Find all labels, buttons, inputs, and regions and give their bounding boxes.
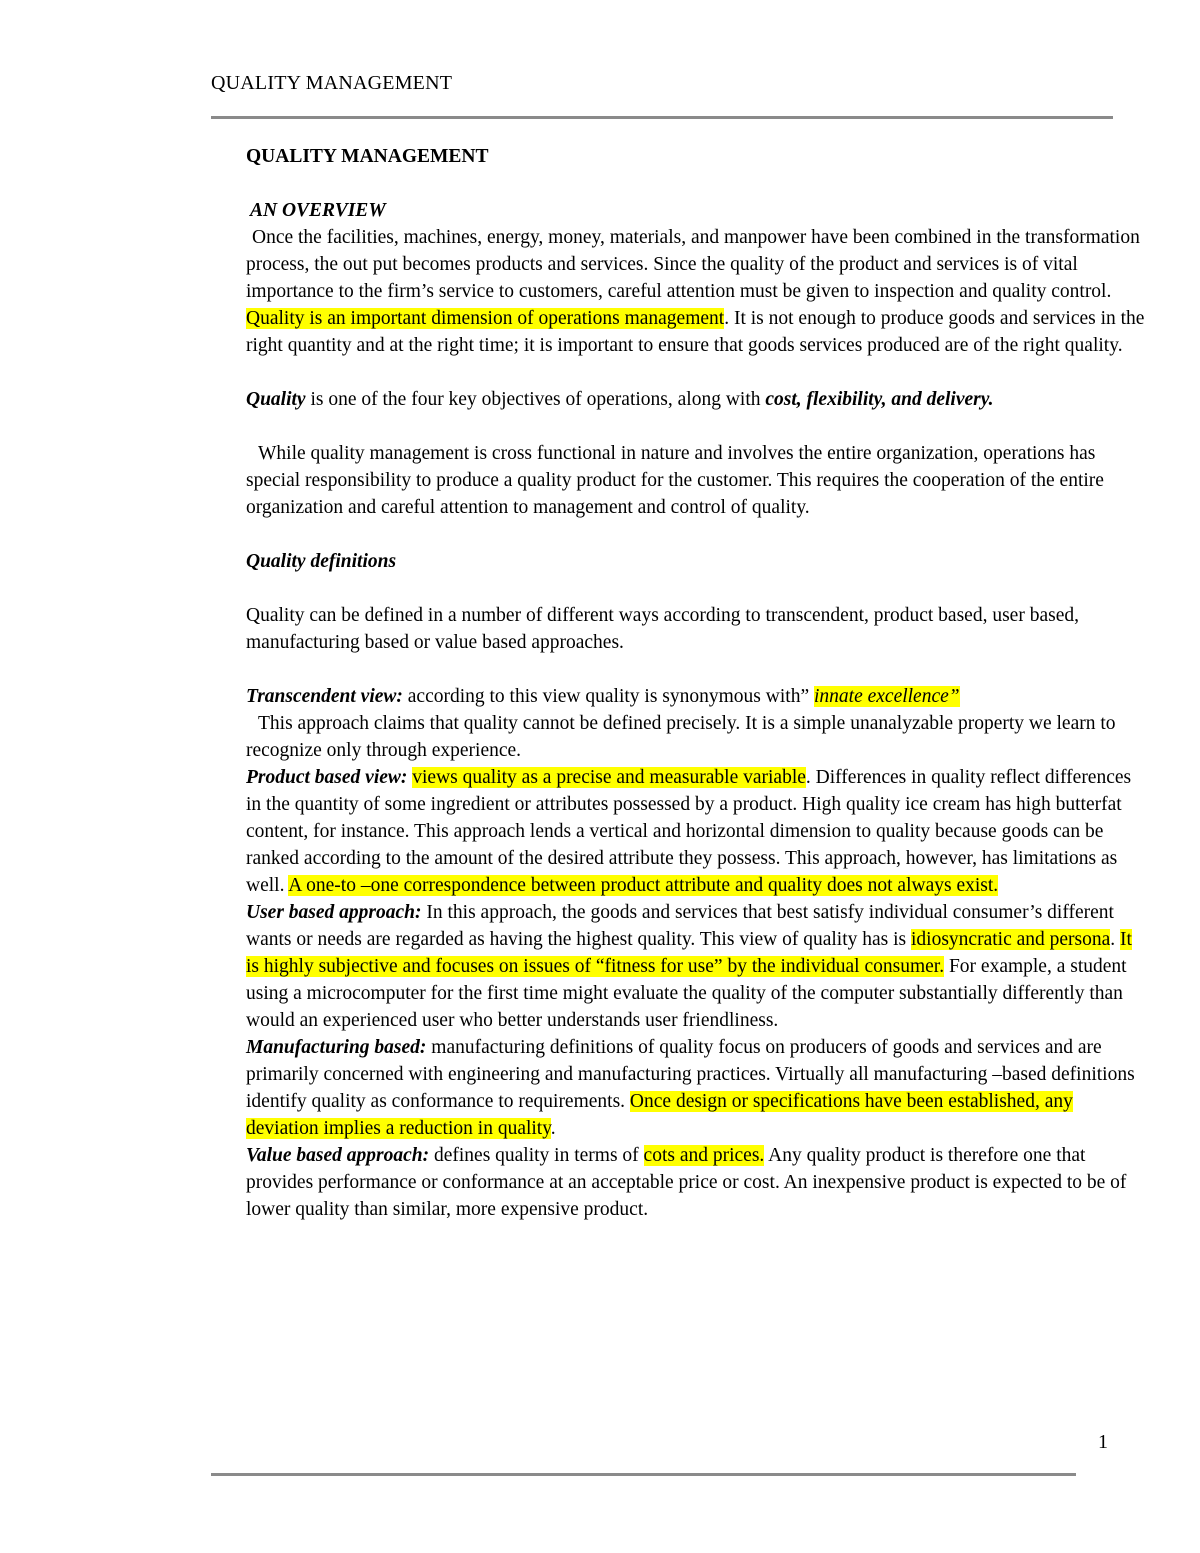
transcendent-text-a: according to this view quality is synonymous with”: [402, 686, 814, 707]
transcendent-label: Transcendent view:: [246, 686, 403, 707]
objectives-lead: Quality: [246, 389, 306, 410]
user-text-a: In this approach, the goods and services that best satisfy individual consumer’s different wants or needs are regarded as having the highest quality. This view of quality has is: [246, 902, 1114, 950]
user-text-c: For example, a student using a microcomputer for the first time might evaluate the quality of the computer substantially differently than would an experienced user who better understands user friendliness.: [246, 956, 1127, 1031]
definitions-intro: Quality can be defined in a number of different ways according to transcendent, product based, user based, manufacturing based or value based approaches.: [246, 605, 1079, 653]
user-highlight-1: idiosyncratic and persona: [911, 929, 1111, 950]
transcendent-view: [246, 683, 1146, 764]
value-based-approach: [246, 1142, 1146, 1223]
value-highlight: cots and prices.: [643, 1145, 765, 1166]
overview-highlight: Quality is an important dimension of operations management: [246, 308, 725, 329]
objectives-text: is one of the four key objectives of operations, along with: [305, 389, 766, 410]
product-highlight-1: views quality as a precise and measurable variable: [412, 767, 806, 788]
cross-functional-paragraph: While quality management is cross functional in nature and involves the entire organization, operations has special responsibility to produce a quality product for the customer. This requires the cooperation of the entire organization and careful attention to management and control of quality.: [246, 443, 1104, 518]
value-text-b: Any quality product is therefore one that provides performance or conformance at an acceptable price or cost. An inexpensive product is expected to be of lower quality than similar, more expensive product.: [246, 1145, 1127, 1220]
objectives-bold: cost, flexibility, and delivery.: [765, 389, 994, 410]
user-text-b: .: [1110, 929, 1121, 950]
overview-text-a: Once the facilities, machines, energy, money, materials, and manpower have been combined in the transformation process, the out put becomes products and services. Since the quality of the product and services is of vital importance to the firm’s service to customers, careful attention must be given to inspection and quality control.: [246, 227, 1140, 302]
document-title: QUALITY MANAGEMENT: [246, 146, 489, 167]
manufacturing-text-a: manufacturing definitions of quality focus on producers of goods and services and are primarily concerned with engineering and manufacturing practices. Virtually all manufacturing –based definitions identify quality as conformance to requirements.: [246, 1037, 1135, 1112]
running-header: QUALITY MANAGEMENT: [211, 72, 453, 94]
overview-text-b: . It is not enough to produce goods and services in the right quantity and at the right time; it is important to ensure that goods services produced are of the right quality.: [246, 308, 1145, 356]
manufacturing-label: Manufacturing based:: [246, 1037, 427, 1058]
objectives-paragraph: [246, 386, 1146, 413]
product-based-view: [246, 764, 1146, 899]
manufacturing-text-b: .: [550, 1118, 556, 1139]
overview-heading: AN OVERVIEW: [250, 200, 386, 221]
overview-paragraph: [246, 224, 1146, 359]
transcendent-highlight: innate excellence”: [813, 686, 960, 707]
product-highlight-2: A one-to –one correspondence between product attribute and quality does not always exist.: [288, 875, 999, 896]
user-label: User based approach:: [246, 902, 422, 923]
footer-rule: [211, 1473, 1076, 1476]
definitions-heading: Quality definitions: [246, 551, 397, 572]
value-label: Value based approach:: [246, 1145, 430, 1166]
user-highlight-2: It is highly subjective and focuses on issues of “fitness for use” by the individual consumer.: [246, 929, 1132, 977]
page-number: 1: [1098, 1431, 1108, 1453]
transcendent-text-b: This approach claims that quality cannot be defined precisely. It is a simple unanalyzable property we learn to recognize only through experience.: [246, 713, 1116, 761]
user-based-approach: [246, 899, 1146, 1034]
document-body: [246, 143, 1146, 1223]
header-rule: [211, 116, 1113, 119]
manufacturing-based: [246, 1034, 1146, 1142]
manufacturing-highlight: Once design or specifications have been established, any deviation implies a reduction in quality: [246, 1091, 1073, 1139]
product-text: . Differences in quality reflect differences in the quantity of some ingredient or attributes possessed by a product. High quality ice cream has high butterfat content, for instance. This approach lends a vertical and horizontal dimension to quality because goods can be ranked according to the amount of the desired attribute they possess. This approach, however, has limitations as well.: [246, 767, 1132, 896]
product-label: Product based view:: [246, 767, 413, 788]
value-text-a: defines quality in terms of: [429, 1145, 644, 1166]
